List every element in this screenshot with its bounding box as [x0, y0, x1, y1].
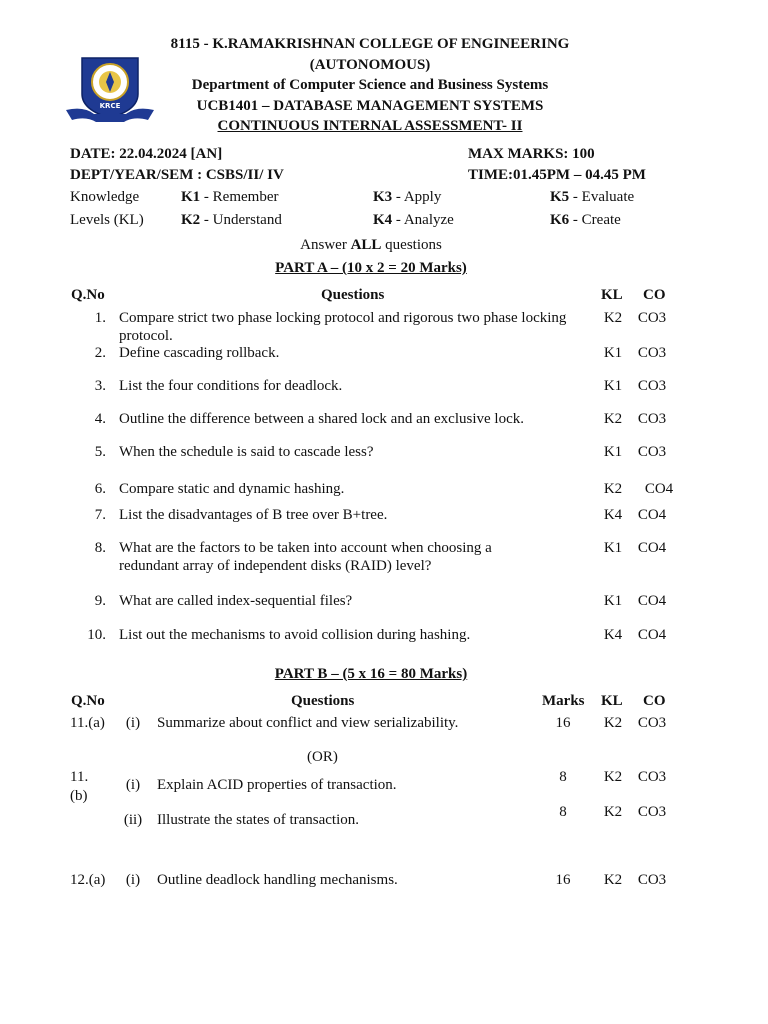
- question-row: 2. Define cascading rollback. K1 CO3: [94, 345, 667, 361]
- answer-instruction: Answer ALL questions: [300, 237, 442, 253]
- question-row: 1. Compare strict two phase locking protocol and rigorous two phase locking protocol. K2 CO3: [94, 310, 667, 344]
- exam-date: DATE: 22.04.2024 [AN]: [70, 146, 223, 162]
- part-a-title: PART A – (10 x 2 = 20 Marks): [275, 260, 467, 276]
- kl-k3: K3 - Apply: [373, 189, 442, 205]
- kl-k1: K1 - Remember: [181, 189, 279, 205]
- dept-year-sem: DEPT/YEAR/SEM : CSBS/II/ IV: [70, 167, 284, 183]
- part-a-col-qno: Q.No: [71, 287, 105, 303]
- part-b-col-kl: KL: [601, 693, 623, 709]
- question-row: 6. Compare static and dynamic hashing. K2 CO4: [94, 481, 674, 497]
- department-name: Department of Computer Science and Business Systems: [191, 77, 549, 94]
- part-a-col-kl: KL: [601, 287, 623, 303]
- or-divider: (OR): [307, 749, 338, 765]
- knowledge-levels-label: Levels (KL): [70, 212, 144, 228]
- question-row: 9. What are called index-sequential files? K1 CO4: [94, 593, 667, 609]
- exam-time: TIME:01.45PM – 04.45 PM: [468, 167, 646, 183]
- part-b-title: PART B – (5 x 16 = 80 Marks): [274, 666, 468, 682]
- part-b-col-questions: Questions: [291, 693, 355, 709]
- question-row: 10. List out the mechanisms to avoid collision during hashing. K4 CO4: [87, 627, 667, 643]
- kl-k4: K4 - Analyze: [373, 212, 454, 228]
- question-row: 7. List the disadvantages of B tree over B+tree. K4 CO4: [94, 507, 667, 523]
- part-b-col-co: CO: [643, 693, 666, 709]
- college-name: 8115 - K.RAMAKRISHNAN COLLEGE OF ENGINEERING: [170, 36, 570, 52]
- course-title: UCB1401 – DATABASE MANAGEMENT SYSTEMS: [196, 97, 544, 114]
- knowledge-label: Knowledge: [70, 189, 140, 205]
- autonomous-label: (AUTONOMOUS): [309, 56, 431, 73]
- question-row: 8. What are the factors to be taken into account when choosing a redundant array of independent disks (RAID) level? K1 CO4: [94, 540, 667, 574]
- kl-k6: K6 - Create: [550, 212, 621, 228]
- max-marks: MAX MARKS: 100: [468, 146, 595, 162]
- q11b-number-line1: 11.: [70, 769, 89, 785]
- part-b-col-qno: Q.No: [71, 693, 105, 709]
- kl-k2: K2 - Understand: [181, 212, 282, 228]
- q11b-number-line2: (b): [70, 788, 88, 804]
- exam-title: CONTINUOUS INTERNAL ASSESSMENT- II: [217, 118, 523, 135]
- part-a-col-questions: Questions: [321, 287, 385, 303]
- question-row: 4. Outline the difference between a shared lock and an exclusive lock. K2 CO3: [94, 411, 667, 427]
- question-row: 5. When the schedule is said to cascade less? K1 CO3: [94, 444, 667, 460]
- question-row: 3. List the four conditions for deadlock. K1 CO3: [94, 378, 667, 394]
- logo-text: KRCE: [99, 102, 121, 110]
- part-b-col-marks: Marks: [542, 693, 585, 709]
- document-header: [100, 34, 640, 137]
- part-a-col-co: CO: [643, 287, 666, 303]
- kl-k5: K5 - Evaluate: [550, 189, 635, 205]
